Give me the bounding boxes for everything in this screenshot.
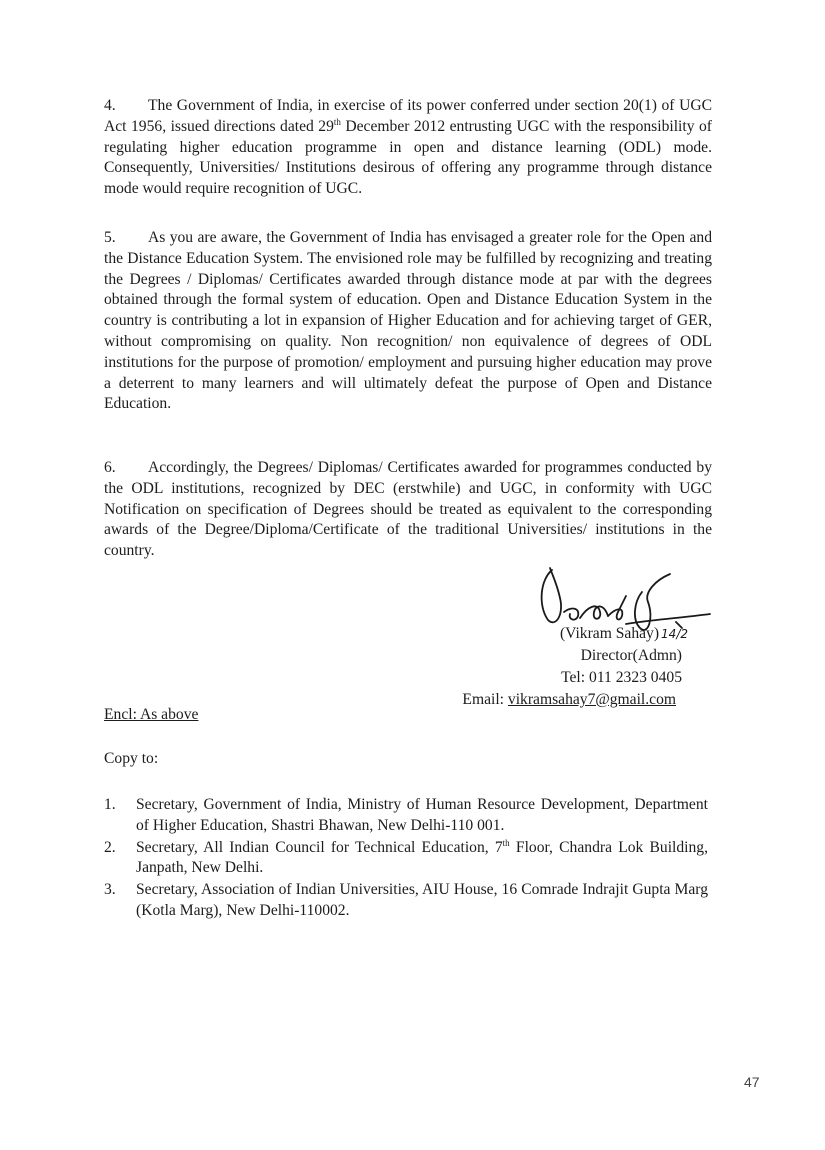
signatory-name-text: (Vikram Sahay) — [559, 625, 660, 642]
signatory-name — [560, 624, 688, 644]
enclosure-note: Encl: As above — [104, 706, 199, 723]
copy-to-label: Copy to: — [104, 750, 159, 767]
copy-to-item — [104, 795, 708, 837]
copy-item-number: 2. — [104, 838, 116, 856]
paragraph-number: 5. — [104, 229, 116, 246]
signatory-designation: Director(Admn) — [580, 647, 682, 664]
paragraph-text-continued: December 2012 entrusting UGC with the responsibility of regulating higher education programme in open and distance learning (ODL) mode. Consequently, Universities/ Institutions desirous of offering any programme through distance mode would require recognition of UGC. — [104, 117, 712, 198]
handwritten-date: 14/2 — [661, 627, 688, 641]
copy-item-text-continued: Floor, Chandra Lok Building, Janpath, New Delhi. — [136, 838, 708, 877]
signatory-telephone — [561, 668, 682, 688]
copy-item-number: 3. — [104, 881, 116, 899]
paragraph-5 — [104, 228, 712, 415]
copy-to-item — [104, 880, 708, 922]
tel-label: Tel: — [561, 669, 586, 686]
paragraph-number: 4. — [104, 97, 116, 114]
copy-item-text: Secretary, Association of Indian Universities, AIU House, 16 Comrade Indrajit Gupta Marg (Kotla Marg), New Delhi-110002. — [136, 881, 708, 919]
paragraph-text: Accordingly, the Degrees/ Diplomas/ Certificates awarded for programmes conducted by the ODL institutions, recognized by DEC (erstwhile) and UGC, in conformity with UGC Notification on specification of Degrees should be treated as equivalent to the corresponding awards of the Degree/Diploma/Certificate of the traditional Universities/ institutions in the country. — [104, 459, 712, 560]
superscript: th — [502, 837, 510, 848]
paragraph-6 — [104, 458, 712, 562]
paragraph-text: As you are aware, the Government of India has envisaged a greater role for the Open and the Distance Education System. The envisioned role may be fulfilled by recognizing and treating the Degrees / Diplomas/ Certificates awarded through distance mode at par with the degrees obtained through the formal system of education. Open and Distance Education System in the country is contributing a lot in expansion of Higher Education and for achieving target of GER, without compromising on quality. Non recognition/ non equivalence of degrees of ODL institutions for the purpose of promotion/ employment and pursuing higher education may prove a deterrent to many learners and will ultimately defeat the purpose of Open and Distance Education. — [104, 229, 712, 413]
copy-to-list — [104, 795, 708, 923]
paragraph-text: The Government of India, in exercise of its power conferred under section 20(1) of UGC Act 1956, issued directions dated 29 — [104, 97, 712, 135]
paragraph-number: 6. — [104, 459, 116, 476]
copy-item-number: 1. — [104, 796, 116, 813]
signature-block — [420, 562, 690, 712]
page-number: 47 — [744, 1074, 760, 1090]
signatory-email — [462, 690, 676, 710]
superscript: th — [333, 116, 341, 127]
paragraph-4 — [104, 96, 712, 200]
copy-item-text: Secretary, All Indian Council for Technical Education, 7 — [136, 838, 503, 856]
copy-to-item — [104, 838, 708, 880]
email-label: Email: — [462, 691, 504, 708]
email-link[interactable]: vikramsahay7@gmail.com — [507, 691, 676, 708]
copy-item-text: Secretary, Government of India, Ministry of Human Resource Development, Department of Higher Education, Shastri Bhawan, New Delhi-110 001. — [136, 796, 708, 834]
tel-number: 011 2323 0405 — [589, 669, 682, 686]
